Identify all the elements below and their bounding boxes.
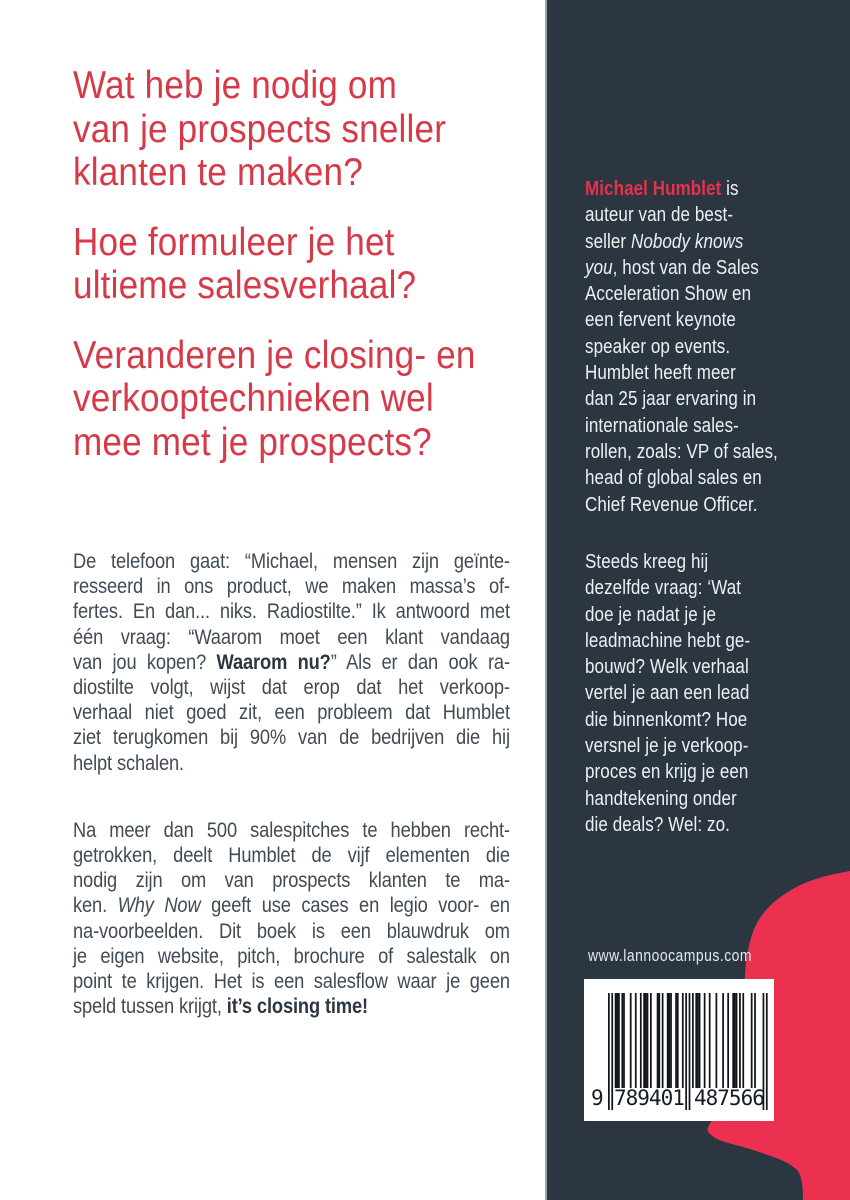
text-line: De telefoon gaat: “Michael, mensen zijn geïnte- bbox=[73, 549, 510, 573]
text-line: verhaal niet goed zit, een probleem dat Humblet bbox=[73, 700, 510, 725]
body-copy bbox=[73, 549, 510, 1019]
text-line: doe je nadat je je bbox=[585, 603, 717, 626]
text-line: Acceleration Show en bbox=[585, 283, 752, 306]
headline-question-2 bbox=[73, 221, 541, 308]
text-line: resseerd in ons product, we maken massa’s of- bbox=[73, 574, 510, 599]
text-line: die binnenkomt? Hoe bbox=[585, 708, 748, 731]
text-line: ziet terugkomen bij 90% van de bedrijven die hij bbox=[73, 725, 510, 750]
text-line: getrokken, deelt Humblet de vijf elementen die bbox=[73, 843, 510, 868]
text-line: vertel je aan een lead bbox=[585, 682, 750, 705]
text-line: Humblet heeft meer bbox=[585, 362, 736, 385]
text-line: you, host van de Sales bbox=[585, 256, 759, 279]
headline-question-1 bbox=[73, 64, 541, 195]
text-line: fertes. En dan... niks. Radiostilte.” Ik antwoord met bbox=[73, 599, 510, 624]
text-line: handtekening onder bbox=[585, 787, 737, 810]
barcode-digit-lead: 9 bbox=[591, 1086, 603, 1110]
text-line: bouwd? Welk verhaal bbox=[585, 656, 749, 679]
text-line: één vraag: “Waarom moet een klant vandaag bbox=[73, 624, 510, 649]
text-line: na-voorbeelden. Dit boek is een blauwdruk om bbox=[73, 918, 510, 943]
website-url: www.lannoocampus.com bbox=[588, 946, 753, 965]
text-line: rollen, zoals: VP of sales, bbox=[585, 440, 778, 463]
text-line: Na meer dan 500 salespitches te hebben recht- bbox=[73, 817, 510, 842]
text-line: Steeds kreeg hij bbox=[585, 551, 709, 573]
headline-question-3 bbox=[73, 334, 541, 465]
text-line: auteur van de best- bbox=[585, 204, 734, 227]
text-line: die deals? Wel: zo. bbox=[585, 813, 730, 836]
headline-questions bbox=[73, 64, 541, 490]
text-line: verkooptechnieken wel bbox=[73, 377, 434, 420]
text-line: je eigen website, pitch, brochure of salestalk on bbox=[73, 943, 510, 968]
barcode bbox=[584, 979, 774, 1121]
text-line: proces en krijg je een bbox=[585, 761, 749, 784]
sidebar bbox=[545, 0, 850, 1200]
text-line: Michael Humblet is bbox=[585, 178, 739, 200]
text-line: seller Nobody knows bbox=[585, 230, 744, 253]
body-paragraph-1 bbox=[73, 549, 510, 776]
text-line: dezelfde vraag: ‘Wat bbox=[585, 577, 742, 600]
text-line: nodig zijn om van prospects klanten te ma- bbox=[73, 868, 510, 893]
text-line: leadmachine hebt ge- bbox=[585, 629, 751, 652]
text-line: head of global sales en bbox=[585, 467, 762, 490]
text-line: mee met je prospects? bbox=[73, 420, 432, 464]
text-line: van jou kopen? Waarom nu?” Als er dan ook ra- bbox=[73, 649, 510, 674]
text-line: ken. Why Now geeft use cases en legio voor- en bbox=[73, 893, 510, 918]
text-line: van je prospects sneller bbox=[73, 107, 447, 151]
text-line: Hoe formuleer je het bbox=[73, 220, 395, 264]
text-line: speaker op events. bbox=[585, 335, 731, 358]
text-line: Chief Revenue Officer. bbox=[585, 493, 758, 516]
text-line: versnel je je verkoop- bbox=[585, 735, 749, 758]
author-bio bbox=[585, 176, 840, 518]
text-line: speld tussen krijgt, it’s closing time! bbox=[73, 994, 368, 1019]
text-line: point te krijgen. Het is een salesflow waar je geen bbox=[73, 969, 510, 994]
text-line: ultieme salesverhaal? bbox=[73, 264, 417, 307]
barcode-digits-right: 487566 bbox=[694, 1086, 764, 1110]
text-line: diostilte volgt, wijst dat erop dat het verkoop- bbox=[73, 675, 510, 700]
barcode-digits-left: 789401 bbox=[614, 1086, 684, 1110]
body-paragraph-2 bbox=[73, 818, 510, 1020]
text-line: dan 25 jaar ervaring in bbox=[585, 388, 757, 411]
text-line: een fervent keynote bbox=[585, 309, 736, 332]
text-line: helpt schalen. bbox=[73, 750, 184, 775]
text-line: klanten te maken? bbox=[73, 151, 363, 194]
text-line: Wat heb je nodig om bbox=[73, 64, 398, 107]
text-line: internationale sales- bbox=[585, 414, 739, 437]
sidebar-question bbox=[585, 549, 840, 838]
text-line: Veranderen je closing- en bbox=[73, 333, 476, 377]
